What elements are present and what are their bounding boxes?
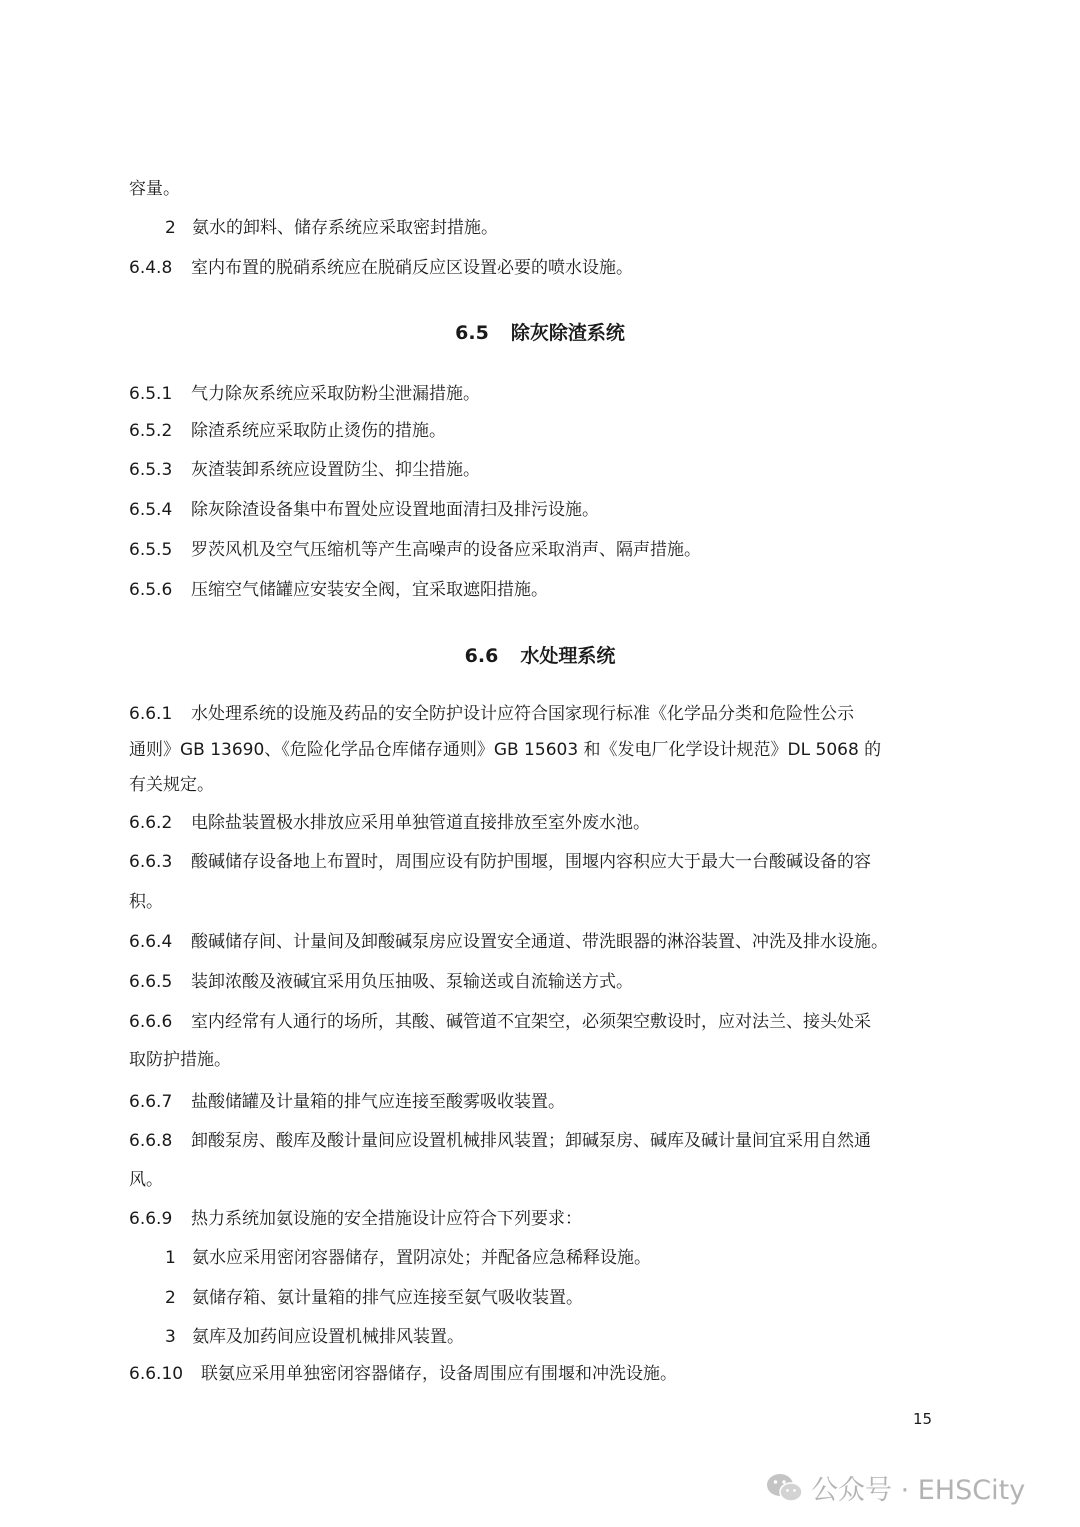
clause-6-5-6 <box>129 578 548 602</box>
clause-text: 热力系统加氨设施的安全措施设计应符合下列要求： <box>191 1209 582 1229</box>
clause-6-6-6 <box>129 1010 871 1034</box>
list-item-text: 氨水应采用密闭容器储存，置阴凉处；并配备应急稀释设施。 <box>192 1248 651 1268</box>
clause-text: 电除盐装置极水排放应采用单独管道直接排放至室外废水池。 <box>191 813 650 833</box>
watermark-text: 公众号 · EHSCity <box>811 1475 1026 1506</box>
clause-text: 压缩空气储罐应安装安全阀，宜采取遮阳措施。 <box>191 580 548 600</box>
clause-text: 罗茨风机及空气压缩机等产生高噪声的设备应采取消声、隔声措施。 <box>191 540 701 560</box>
section-number: 6.6 <box>464 645 499 667</box>
section-title: 水处理系统 <box>520 645 616 667</box>
clause-number: 6.6.7 <box>129 1092 173 1112</box>
clause-text-line: 取防护措施。 <box>129 1050 231 1070</box>
clause-6-5-1 <box>129 382 480 406</box>
page-number: 15 <box>913 1410 933 1428</box>
clause-number: 6.6.1 <box>129 704 173 724</box>
clause-text: 酸碱储存设备地上布置时，周围应设有防护围堰，围堰内容积应大于最大一台酸碱设备的容 <box>191 852 871 872</box>
clause-text-line: 有关规定。 <box>129 775 214 795</box>
clause-text: 卸酸泵房、酸库及酸计量间应设置机械排风装置；卸碱泵房、碱库及碱计量间宜采用自然通 <box>191 1131 871 1151</box>
clause-6-6-5 <box>129 970 633 994</box>
clause-number: 6.6.2 <box>129 813 173 833</box>
clause-6-6-10 <box>129 1362 677 1386</box>
clause-text: 装卸浓酸及液碱宜采用负压抽吸、泵输送或自流输送方式。 <box>191 972 633 992</box>
clause-text: 盐酸储罐及计量箱的排气应连接至酸雾吸收装置。 <box>191 1092 565 1112</box>
clause-number: 6.5.5 <box>129 540 173 560</box>
clause-text: 水处理系统的设施及药品的安全防护设计应符合国家现行标准《化学品分类和危险性公示 <box>191 704 854 724</box>
clause-number: 6.6.6 <box>129 1012 173 1032</box>
clause-number: 6.5.6 <box>129 580 173 600</box>
section-title: 除灰除渣系统 <box>510 322 625 344</box>
clause-number: 6.6.10 <box>129 1364 184 1384</box>
clause-text: 酸碱储存间、计量间及卸酸碱泵房应设置安全通道、带洗眼器的淋浴装置、冲洗及排水设施。 <box>191 932 888 952</box>
list-item-text: 氨水的卸料、储存系统应采取密封措施。 <box>192 218 498 238</box>
clause-text-line: 积。 <box>129 892 163 912</box>
clause-number: 6.6.4 <box>129 932 173 952</box>
clause-6-6-3 <box>129 850 871 874</box>
clause-text: 室内布置的脱硝系统应在脱硝反应区设置必要的喷水设施。 <box>191 258 633 278</box>
clause-6-6-2 <box>129 811 650 835</box>
clause-text: 联氨应采用单独密闭容器储存，设备周围应有围堰和冲洗设施。 <box>201 1364 677 1384</box>
clause-text-line: 风。 <box>129 1170 163 1190</box>
clause-6-5-5 <box>129 538 701 562</box>
clause-number: 6.5.1 <box>129 384 173 404</box>
list-item-number: 3 <box>165 1327 176 1347</box>
clause-number: 6.4.8 <box>129 258 173 278</box>
clause-number: 6.5.2 <box>129 421 173 441</box>
list-item <box>165 1286 583 1310</box>
clause-6-4-8 <box>129 256 633 280</box>
list-item-number: 2 <box>165 218 176 238</box>
clause-text-line: 通则》GB 13690、《危险化学品仓库储存通则》GB 15603 和《发电厂化学设计规范》DL 5068 的 <box>129 740 882 760</box>
wechat-icon <box>765 1471 805 1505</box>
section-number: 6.5 <box>455 322 489 344</box>
list-item <box>165 1325 464 1349</box>
clause-number: 6.6.3 <box>129 852 173 872</box>
list-item-text: 氨库及加药间应设置机械排风装置。 <box>192 1327 464 1347</box>
list-item-text: 氨储存箱、氨计量箱的排气应连接至氨气吸收装置。 <box>192 1288 583 1308</box>
clause-6-6-1 <box>129 702 854 726</box>
section-heading-6-6 <box>0 641 1080 668</box>
list-item-number: 2 <box>165 1288 176 1308</box>
clause-text: 气力除灰系统应采取防粉尘泄漏措施。 <box>191 384 480 404</box>
clause-6-6-8 <box>129 1129 871 1153</box>
clause-6-5-2 <box>129 419 446 443</box>
list-item <box>165 1246 651 1270</box>
clause-6-6-7 <box>129 1090 565 1114</box>
clause-number: 6.6.5 <box>129 972 173 992</box>
clause-6-6-9 <box>129 1207 582 1231</box>
clause-text: 灰渣装卸系统应设置防尘、抑尘措施。 <box>191 460 480 480</box>
clause-number: 6.6.9 <box>129 1209 173 1229</box>
clause-number: 6.5.4 <box>129 500 173 520</box>
section-heading-6-5 <box>0 318 1080 345</box>
clause-6-5-3 <box>129 458 480 482</box>
clause-text: 除渣系统应采取防止烫伤的措施。 <box>191 421 446 441</box>
clause-text: 室内经常有人通行的场所，其酸、碱管道不宜架空，必须架空敷设时，应对法兰、接头处采 <box>191 1012 871 1032</box>
clause-number: 6.6.8 <box>129 1131 173 1151</box>
continuation-text: 容量。 <box>129 179 180 199</box>
list-item-number: 1 <box>165 1248 176 1268</box>
clause-number: 6.5.3 <box>129 460 173 480</box>
watermark <box>765 1468 1025 1507</box>
clause-text: 除灰除渣设备集中布置处应设置地面清扫及排污设施。 <box>191 500 599 520</box>
list-item <box>165 216 498 240</box>
clause-6-5-4 <box>129 498 599 522</box>
clause-6-6-4 <box>129 930 888 954</box>
